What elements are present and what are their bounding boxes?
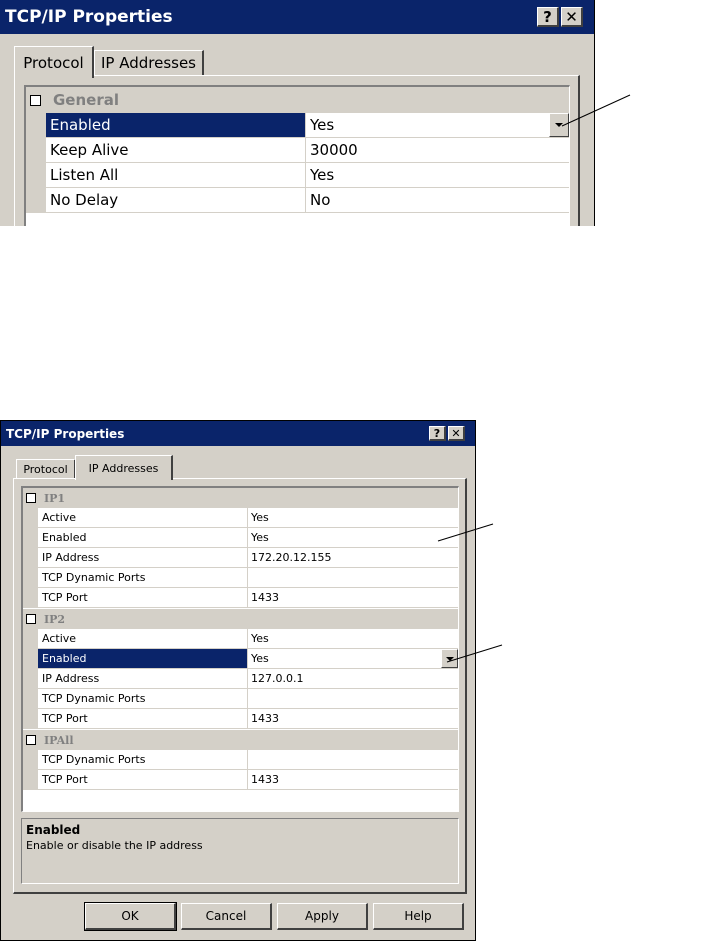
callout-line-bottom xyxy=(447,645,502,662)
tab-ip-addresses-label: IP Addresses xyxy=(100,54,197,72)
property-value[interactable]: Yes xyxy=(251,632,269,645)
tab-protocol-label: Protocol xyxy=(23,53,84,72)
property-name: TCP Dynamic Ports xyxy=(38,568,248,587)
property-name: No Delay xyxy=(46,188,306,212)
property-name: TCP Port xyxy=(38,770,248,789)
property-value[interactable]: 127.0.0.1 xyxy=(251,672,304,685)
property-value[interactable]: Yes xyxy=(310,166,335,184)
property-name: Listen All xyxy=(46,163,306,187)
apply-button[interactable]: Apply xyxy=(277,903,368,930)
property-value[interactable]: Yes xyxy=(251,511,269,524)
description-title: Enabled xyxy=(26,823,81,837)
category-label: IPAll xyxy=(44,733,74,747)
property-name: TCP Port xyxy=(38,588,248,607)
category-general-label: General xyxy=(53,91,119,109)
property-name: IP Address xyxy=(38,548,248,567)
help-dialog-button[interactable]: Help xyxy=(373,903,464,930)
property-value[interactable]: 1433 xyxy=(251,712,279,725)
tab-protocol[interactable] xyxy=(14,46,94,78)
property-name: TCP Dynamic Ports xyxy=(38,689,248,708)
property-value[interactable]: No xyxy=(310,191,331,209)
ok-button[interactable]: OK xyxy=(85,903,176,930)
callout-line-top xyxy=(562,95,630,126)
cancel-button[interactable]: Cancel xyxy=(181,903,272,930)
property-value[interactable]: 172.20.12.155 xyxy=(251,551,332,564)
close-icon: ✕ xyxy=(451,426,461,440)
property-value[interactable]: 1433 xyxy=(251,773,279,786)
property-name: Active xyxy=(38,508,248,527)
property-name: TCP Port xyxy=(38,709,248,728)
property-name: Active xyxy=(38,629,248,648)
description-text: Enable or disable the IP address xyxy=(26,839,203,852)
property-name: IP Address xyxy=(38,669,248,688)
question-icon: ? xyxy=(433,426,441,440)
category-label: IP2 xyxy=(44,612,66,626)
bottom-dialog-title: TCP/IP Properties xyxy=(6,426,125,441)
property-name: Enabled xyxy=(38,649,248,668)
tab-ip-addresses-label: IP Addresses xyxy=(88,461,159,475)
top-dialog-title: TCP/IP Properties xyxy=(5,7,173,27)
close-icon: ✕ xyxy=(565,7,578,26)
property-value[interactable]: 30000 xyxy=(310,141,358,159)
property-value[interactable]: Yes xyxy=(248,649,458,668)
property-value[interactable]: Yes xyxy=(306,113,569,137)
property-name: Keep Alive xyxy=(46,138,306,162)
property-name: TCP Dynamic Ports xyxy=(38,750,248,769)
tab-ip-addresses[interactable] xyxy=(75,455,173,480)
question-icon: ? xyxy=(543,7,552,26)
callout-line-middle xyxy=(438,524,493,541)
category-label: IP1 xyxy=(44,491,66,505)
property-name: Enabled xyxy=(38,528,248,547)
property-name: Enabled xyxy=(46,113,306,137)
tab-protocol-label: Protocol xyxy=(23,462,68,476)
property-value[interactable]: Yes xyxy=(251,531,269,544)
property-value[interactable]: 1433 xyxy=(251,591,279,604)
